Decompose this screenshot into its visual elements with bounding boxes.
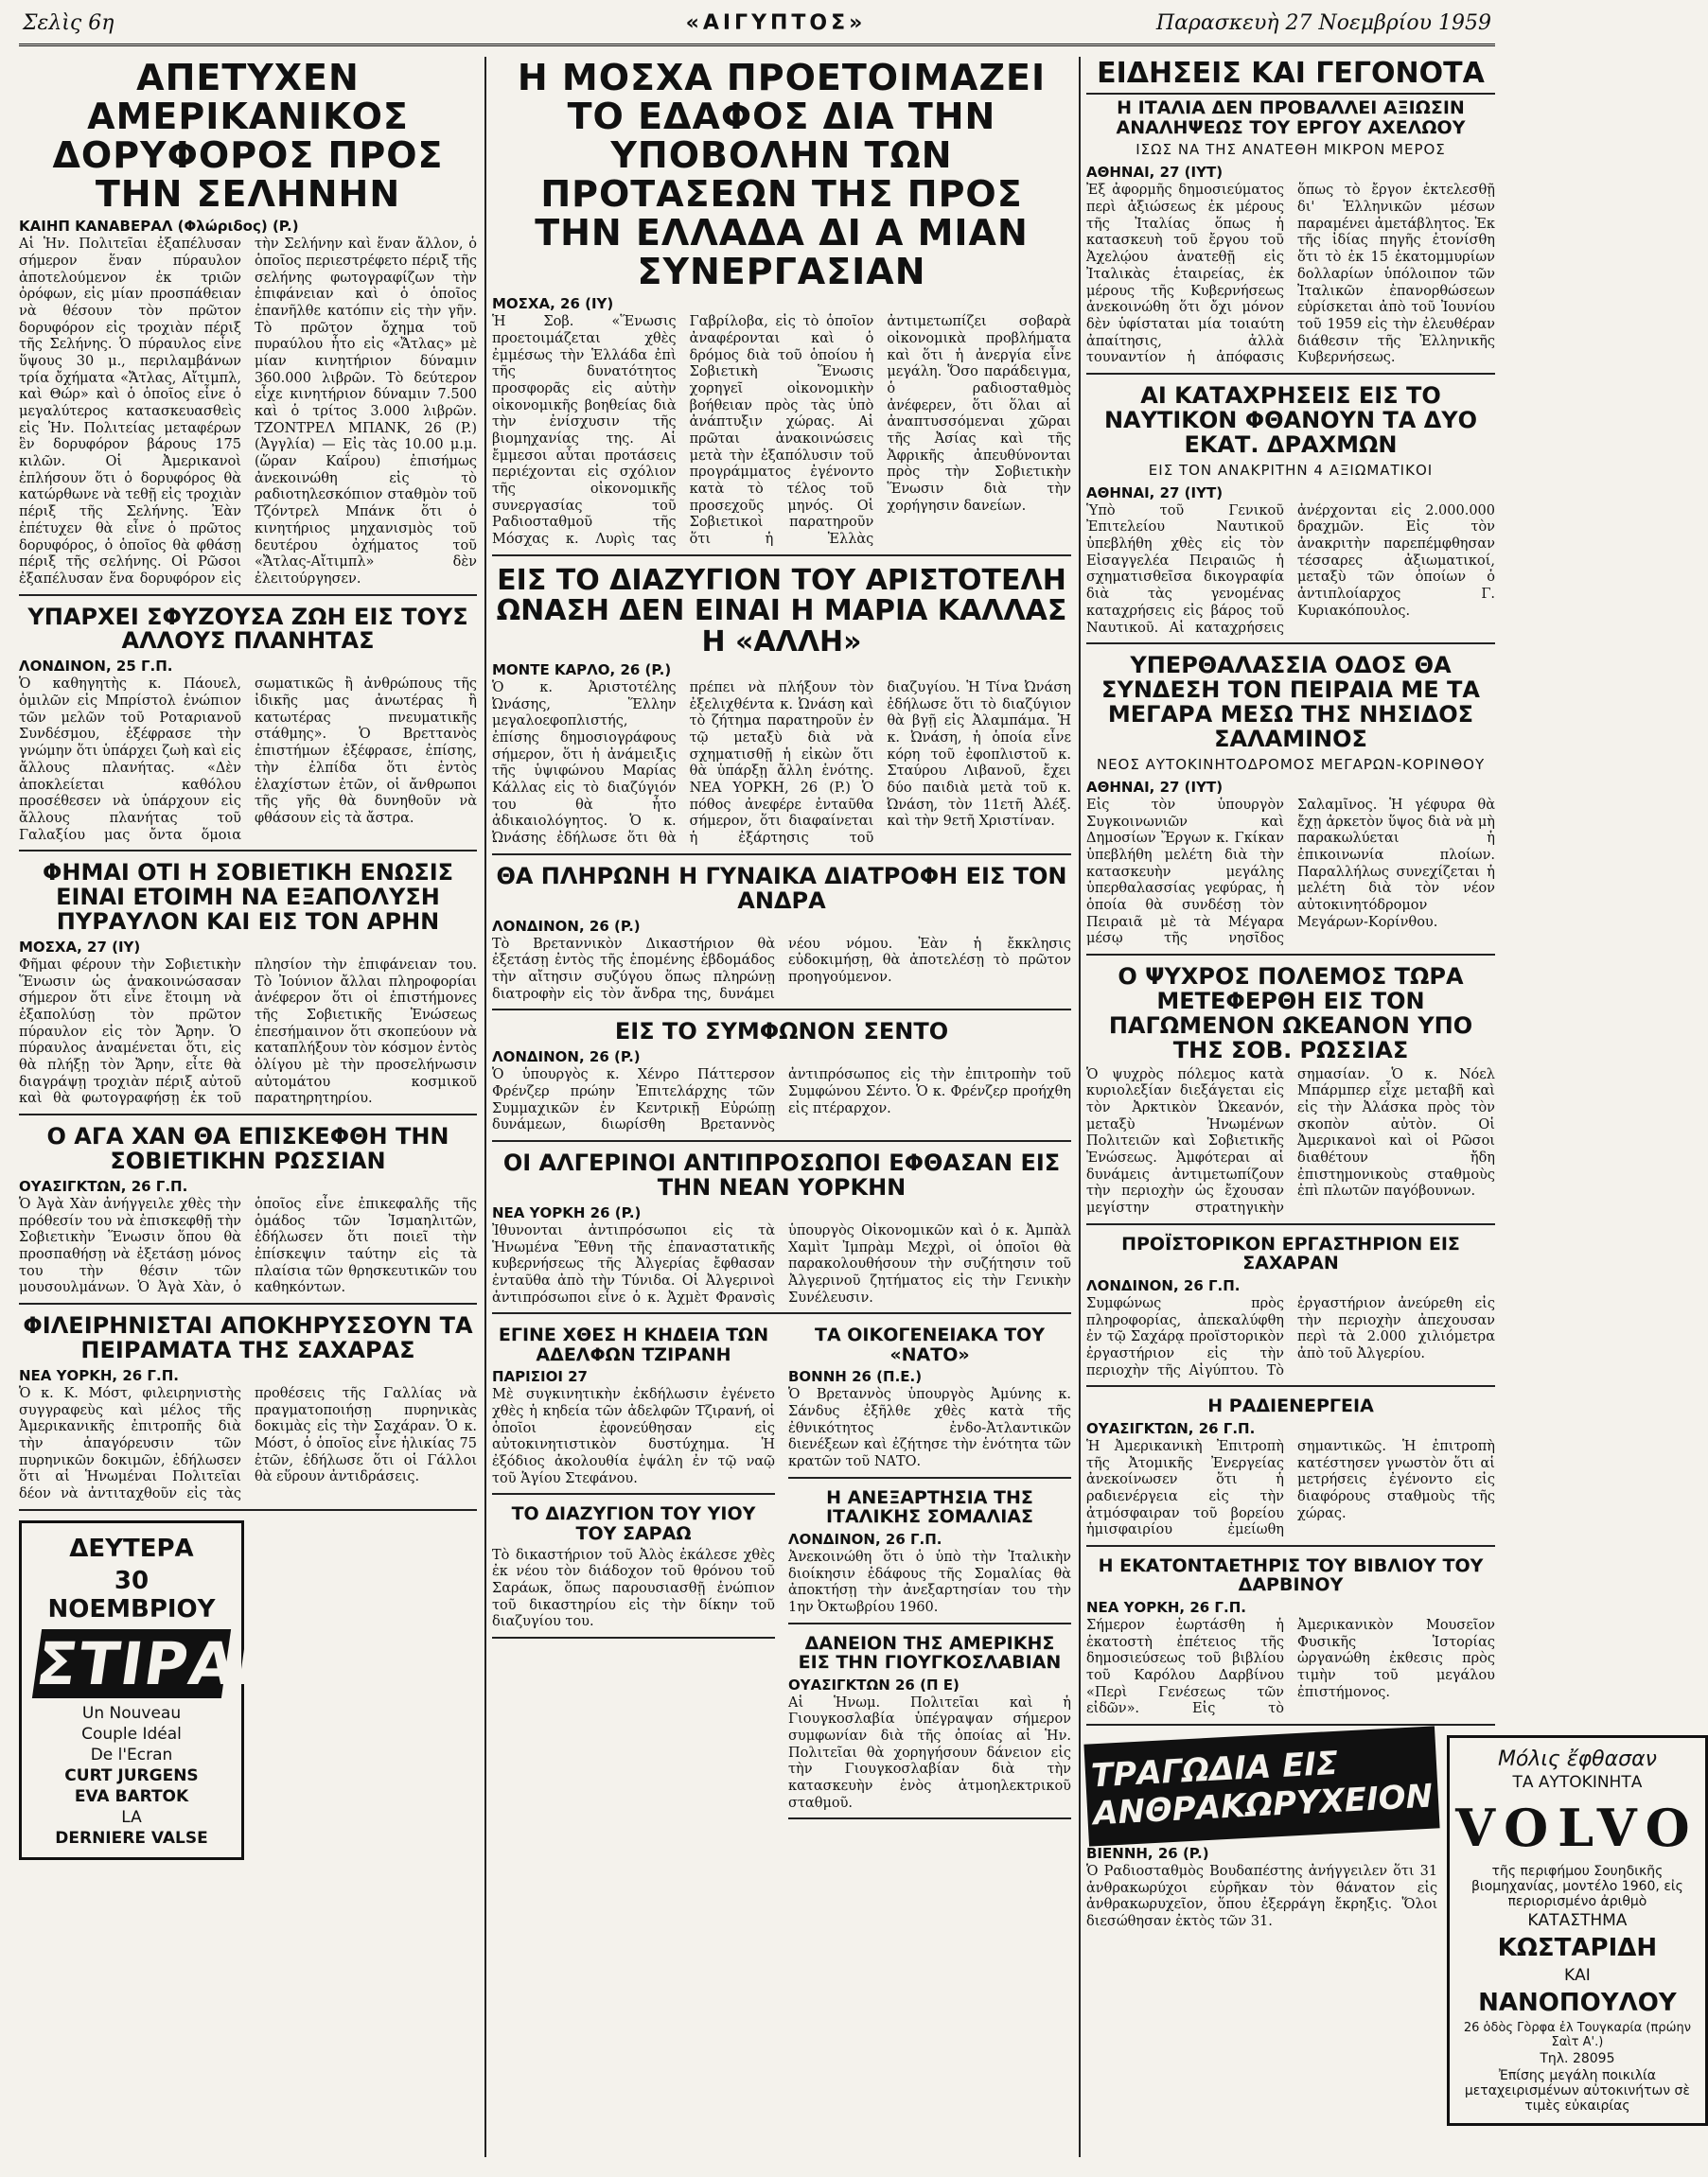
article-body: Ὁ κ. Κ. Μόστ, φιλειρηνιστὴς συγγραφεὺς καὶ μέλος τῆς Ἀμερικανικῆς ἐπιτροπῆς διὰ τὴν ἀπαγόρευσιν τῶν πυρηνικῶν δοκιμῶν, ἐδήλωσεν ὅτι αἱ Ἡνωμέναι Πολιτεῖαι δέον νὰ ἀντιταχθοῦν εἰς τὰς προθέσεις τῆς Γαλλίας νὰ πραγματοποιήσῃ πυρηνικὰς δοκιμὰς εἰς τὴν Σαχάραν. Ὁ κ. Μόστ, ὁ ὁποῖος εἶνε ἡλικίας 75 ἐτῶν, ἐδήλωσε ὅτι οἱ Γάλλοι θὰ εὕρουν ἀντιδράσεις. bbox=[19, 1385, 477, 1502]
article-body: Ὁ Ραδιοσταθμὸς Βουδαπέστης ἀνήγγειλεν ὅτι 31 ἀνθρακωρύχοι εὑρῆκαν τὸν θάνατον εἰς ἀνθρακωρυχεῖον, ὅπου ἐξερράγη ἔκρηξις. Ὅλοι διεσώθησαν ἐκτὸς τῶν 31. bbox=[1086, 1864, 1438, 1930]
ad-text: De l'Ecran bbox=[90, 1745, 173, 1764]
headline: ΠΡΟΪΣΤΟΡΙΚΟΝ ΕΡΓΑΣΤΗΡΙΟΝ ΕΙΣ ΣΑΧΑΡΑΝ bbox=[1121, 1233, 1460, 1274]
lower-right bbox=[788, 1324, 1071, 1829]
headline: ΑΠΕΤΥΧΕΝ ΑΜΕΡΙΚΑΝΙΚΟΣ ΔΟΡΥΦΟΡΟΣ ΠΡΟΣ ΤΗΝ ΣΕΛΗΝΗΝ bbox=[52, 57, 444, 216]
story-onassis bbox=[492, 563, 1071, 855]
story-darwin bbox=[1086, 1556, 1495, 1726]
ad-text: ΚΑΙ bbox=[1564, 1966, 1591, 1986]
dateline: ΟΥΑΣΙΓΚΤΩΝ, 26 Γ.Π. bbox=[19, 1177, 188, 1195]
dealer-address: 26 ὁδὸς Γὸρφα ἐλ Τουγκαρία (πρώην Σαὶτ Α'.) bbox=[1463, 2021, 1691, 2050]
story-radioactivity bbox=[1086, 1396, 1495, 1547]
story-cold-war-arctic bbox=[1086, 965, 1495, 1225]
article-body: Ὁ καθηγητὴς κ. Πάουελ, ὁμιλῶν εἰς Μπρίστολ ἐνώπιον τῶν μελῶν τοῦ Ροταριανοῦ Συνδέσμου, ἐξέφρασε τὴν γνώμην ὅτι ὑπάρχει ζωὴ καὶ εἰς ἄλλους πλανήτας. «Δὲν ἀποκλείεται καθόλου προσέθεσεν νὰ ὑπάρχουν εἰς ἄλλους πλανήτας τοῦ Γαλαξίου μας ὄντα ὅμοια σωματικῶς ἢ ἀνθρώπους τῆς ἰδικῆς μας ἀνωτέρας ἢ κατωτέρας πνευματικῆς στάθμης». Ὁ Βρεττανὸς ἐπιστήμων ἐξέφρασε, ἐπίσης, τὴν ἐλπίδα ὅτι ἐντὸς ἐλαχίστων ἐτῶν, οἱ ἄνθρωποι τῆς γῆς θὰ δυνηθοῦν νὰ φθάσουν εἰς τὰ ἄστρα. bbox=[19, 676, 477, 843]
story-alimony bbox=[492, 862, 1071, 1011]
ad-text: Μόλις ἔφθασαν bbox=[1497, 1747, 1657, 1772]
article-body: Τὸ Βρεταννικὸν Δικαστήριον θὰ ἐξετάσῃ ἐντὸς τῆς ἑπομένης ἑβδομάδος τὴν αἴτησιν συζύγου ὅπως πληρώνῃ διατροφὴν εἰς τὸν ἄνδρα της, δυνάμει νέου νόμου. Ἐὰν ἡ ἔκκλησις εὐδοκιμήσῃ, θὰ ἀποτελέσῃ τὸ πρῶτον προηγούμενον. bbox=[492, 936, 1071, 1002]
article-body: Ἀνεκοινώθη ὅτι ὁ ὑπὸ τὴν Ἰταλικὴν διοίκησιν ἐδάφους τῆς Σομαλίας θὰ ἀποκτήσῃ τὴν ἀνεξαρτησίαν του τὴν 1ην Ὀκτωβρίου 1960. bbox=[788, 1549, 1071, 1615]
article-body: Μὲ συγκινητικὴν ἐκδήλωσιν ἐγένετο χθὲς ἡ κηδεία τῶν ἀδελφῶν Τζιρανή, οἱ ὁποῖοι ἐφονεύθησαν εἰς αὐτοκινητιστικὸν δυστύχημα. Ἡ ἐξόδιος ἀκολουθία ἐψάλη ἐν τῷ ναῷ τοῦ Ἁγίου Στεφάνου. bbox=[492, 1387, 775, 1486]
ad-date: 30 ΝΟΕΜΒΡΙΟΥ bbox=[47, 1566, 216, 1624]
story-life-planets bbox=[19, 603, 477, 852]
story-moscow-greece bbox=[492, 59, 1071, 556]
dateline: ΛΟΝΔΙΝΟΝ, 26 (P.) bbox=[492, 1048, 641, 1066]
headline: ΑΙ ΚΑΤΑΧΡΗΣΕΙΣ ΕΙΣ ΤΟ ΝΑΥΤΙΚΟΝ ΦΘΑΝΟΥΝ ΤΑ ΔΥΟ ΕΚΑΤ. ΔΡΑΧΜΩΝ bbox=[1103, 381, 1478, 458]
story-mars-rocket bbox=[19, 861, 477, 1115]
headline: ΥΠΕΡΘΑΛΑΣΣΙΑ ΟΔΟΣ ΘΑ ΣΥΝΔΕΣΗ ΤΟΝ ΠΕΙΡΑΙΑ ΜΕ ΤΑ ΜΕΓΑΡΑ ΜΕΣΩ ΤΗΣ ΝΗΣΙΔΟΣ ΣΑΛΑΜΙΝΟΣ bbox=[1101, 652, 1480, 752]
headline: ΦΙΛΕΙΡΗΝΙΣΤΑΙ ΑΠΟΚΗΡΥΣΣΟΥΝ ΤΑ ΠΕΙΡΑΜΑΤΑ ΤΗΣ ΣΑΧΑΡΑΣ bbox=[23, 1312, 473, 1363]
newspaper-title: «ΑΙΓΥΠΤΟΣ» bbox=[685, 11, 867, 35]
lower-stories bbox=[492, 1324, 1071, 1829]
headline: Η ΙΤΑΛΙΑ ΔΕΝ ΠΡΟΒΑΛΛΕΙ ΑΞΙΩΣΙΝ ΑΝΑΛΗΨΕΩΣ ΤΟΥ ΕΡΓΟΥ ΑΧΕΛΩΟΥ bbox=[1116, 97, 1466, 138]
story-navy-embezzlement bbox=[1086, 381, 1495, 644]
article-body: Ὁ Βρεταννὸς ὑπουργὸς Ἀμύνης κ. Σάνδυς ἐξῆλθε χθὲς κατὰ τῆς ἐθνικότητος ἐνδο-Ἀτλαντικῶν διενέξεων καὶ ἐζήτησε τὴν ἑνότητα τῶν κρατῶν τοῦ ΝΑΤΟ. bbox=[788, 1387, 1071, 1470]
article-body: Ἡ Ἀμερικανικὴ Ἐπιτροπὴ τῆς Ἀτομικῆς Ἐνεργείας ἀνεκοίνωσεν ὅτι ἡ ραδιενέργεια εἰς τὴν ἀτμόσφαιραν τοῦ βορείου ἡμισφαιρίου ἐμείωθη σημαντικῶς. Ἡ ἐπιτροπὴ κατέστησεν γνωστὸν ὅτι αἱ μετρήσεις ἐγένοντο εἰς διαφόρους σταθμοὺς τῆς χώρας. bbox=[1086, 1438, 1495, 1538]
dateline: ΠΑΡΙΣΙΟΙ 27 bbox=[492, 1368, 588, 1386]
headline: ΤΟ ΔΙΑΖΥΓΙΟΝ ΤΟΥ ΥΙΟΥ ΤΟΥ ΣΑΡΑΩ bbox=[511, 1503, 756, 1544]
article-body: Συμφώνως πρὸς πληροφορίας, ἀπεκαλύφθη ἐν τῷ Σαχάρᾳ προϊστορικὸν ἐργαστήριον εἰς τὴν περιοχὴν τῆς Αἰγύπτου. Τὸ ἐργαστήριον ἀνεύρεθη εἰς τὴν περιοχὴν ἀπεχουσαν περὶ τὰ 2.000 χιλιόμετρα ἀπὸ τοῦ Ἀλγερίου. bbox=[1086, 1295, 1495, 1378]
headline: ΦΗΜΑΙ ΟΤΙ Η ΣΟΒΙΕΤΙΚΗ ΕΝΩΣΙΣ ΕΙΝΑΙ ΕΤΟΙΜΗ ΝΑ ΕΞΑΠΟΛΥΣΗ ΠΥΡΑΥΛΟΝ ΚΑΙ ΕΙΣ ΤΟΝ ΑΡΗΝ bbox=[42, 859, 454, 936]
column-left bbox=[19, 57, 477, 2157]
dateline: ΝΕΑ ΥΟΡΚΗ, 26 Γ.Π. bbox=[1086, 1598, 1246, 1616]
dealer-name: ΝΑΝΟΠΟΥΛΟΥ bbox=[1478, 1989, 1677, 2018]
mine-tragedy bbox=[1086, 1735, 1437, 2126]
story-salamis-bridge bbox=[1086, 654, 1495, 956]
page-number: Σελὶς 6η bbox=[23, 11, 114, 35]
article-body: Ὁ ψυχρὸς πόλεμος κατὰ κυριολεξίαν διεξάγεται εἰς τὸν Ἀρκτικὸν Ὠκεανόν, μεταξὺ Ἡνωμένων Πολιτειῶν καὶ Σοβιετικῆς Ἑνώσεως. Ἀμφότεραι αἱ δυνάμεις ἀντιμετωπίζουν τὴν περιοχὴν ὡς ἔχουσαν μεγίστην στρατηγικὴν σημασίαν. Ὁ κ. Νόελ Μπάρμπερ εἶχε μεταβῆ καὶ εἰς τὴν Ἀλάσκα πρὸς τὸν σκοπὸν αὐτὸν. Οἱ Ἀμερικανοὶ καὶ οἱ Ρῶσοι διαθέτουν ἤδη ἐπιστημονικοὺς σταθμοὺς ἐπὶ πλωτῶν παγόβουνων. bbox=[1086, 1066, 1495, 1217]
ad-film-title: DERNIERE VALSE bbox=[55, 1828, 208, 1848]
article-body: Αἱ Ἡν. Πολιτεῖαι ἐξαπέλυσαν σήμερον ἕναν πύραυλον ἀποτελούμενον ἐκ τριῶν ὀρόφων, εἰς μίαν προσπάθειαν νὰ θέσουν τὸν πρῶτον δορυφόρον εἰς τροχιὰν πέριξ τῆς Σελήνης. Ὁ πύραυλος εἶνε ὕψους 30 μ., περιλαμβάνων τρία ὄχήματα «Ἄτλας, Αἴτιμπλ, καὶ Θώρ» καὶ ὁ ὁποῖος εἶνε ὁ μεγαλύτερος κατασκευασθεὶς εἰς Ἡν. Πολιτείας μεταφέρων ἓν δορυφόρον βάρους 175 κιλῶν. Οἱ Ἀμερικανοὶ ἐπλήσουν ὅτι ὁ δορυφόρος θὰ κατώρθωνε νὰ τεθῇ εἰς τροχιὰν πέριξ τῆς Σελήνης. Ἐὰν ἐπέτυχεν θὰ εἶνε ὁ πρῶτος δορυφόρος, ὁ ὁποῖος θὰ φθάσῃ πέριξ τῆς σελήνης. Οἱ Ρῶσοι ἐξαπέλυσαν ἕνα δορυφόρον εἰς τὴν Σελήνην καὶ ἕναν ἄλλον, ὁ ὁποῖος περιεστρέφετο πέριξ τῆς σελήνης φωτογραφίζων τὴν ἐπιφάνειαν καὶ ὁ ὁποῖος ἐπανῆλθε κατόπιν εἰς τὴν γῆν. Τὸ πρῶτον ὄχημα τοῦ πυραύλου ἦτο εἰς «Ἄτλας» μὲ μίαν κινητήριον δύναμιν 360.000 λιβρῶν. Τὸ δεύτερον εἶχε κινητήριον δύναμιν 7.500 καὶ ὁ τρίτος 3.000 λιβρῶν. ΤΖΟΝΤΡΕΛ ΜΠΑΝΚ, 26 (P.) (Ἀγγλία) — Εἰς τὰς 10.00 μ.μ. (ὥραν Καΐρου) ἐπισήμως ἀνεκοινώθη εἰς τὸ ραδιοτηλεσκόπιον σταθμὸν τοῦ Τζόντρελ Μπάνκ ὅτι ὁ κινητήριος μηχανισμὸς τοῦ δευτέρου ὀχήματος τοῦ «Ἄτλας-Αἴτιμπλ» δὲν ἐλειτούργησεν. bbox=[19, 237, 477, 587]
headline: ΤΑ ΟΙΚΟΓΕΝΕΙΑΚΑ ΤΟΥ «ΝΑΤΟ» bbox=[814, 1325, 1046, 1365]
story-algerians bbox=[492, 1151, 1071, 1314]
story-nato bbox=[788, 1326, 1071, 1478]
article-body: Φῆμαι φέρουν τὴν Σοβιετικὴν Ἕνωσιν ὡς ἀνακοινώσασαν σήμερον ὅτι εἶνε ἕτοιμη νὰ ἐξαπολύσῃ τὸν πρῶτον πύραυλον εἰς τὸν Ἄρην. Ὁ πύραυλος ἀναμένεται ὅτι, εἰς θὰ πλήξῃ τὸν Ἄρην, εἶτε θὰ διαγράψῃ τροχιὰν πέριξ αὐτοῦ καὶ θὰ φωτογραφήσῃ ἐκ τοῦ πλησίον τὴν ἐπιφάνειαν του. Τὸ Ἰούνιον ἄλλαι πληροφορίαι ἀνέφερον ὅτι οἱ ἐπιστήμονες τῆς Σοβιετικῆς Ἑνώσεως ἐπεσήμαινον ὅτι σκοπεύουν νὰ καταπλήξουν τὸν κόσμον ἐντὸς ὀλίγου μὲ τὴν προσελήνωσιν αὐτομάτου κοσμικοῦ παρατηρητηρίου. bbox=[19, 957, 477, 1107]
dateline: ΛΟΝΔΙΝΟΝ, 26 Γ.Π. bbox=[1086, 1276, 1241, 1294]
ad-text: Un Nouveau bbox=[81, 1703, 182, 1723]
headline: Η ΜΟΣΧΑ ΠΡΟΕΤΟΙΜΑΖΕΙ ΤΟ ΕΔΑΦΟΣ ΔΙΑ ΤΗΝ ΥΠΟΒΟΛΗΝ ΤΩΝ ΠΡΟΤΑΣΕΩΝ ΤΗΣ ΠΡΟΣ ΤΗΝ ΕΛΛΑΔΑ ΔΙ Α ΜΙΑΝ ΣΥΝΕΡΓΑΣΙΑΝ bbox=[517, 57, 1047, 293]
subheadline: ΝΕΟΣ ΑΥΤΟΚΙΝΗΤΟΔΡΟΜΟΣ ΜΕΓΑΡΩΝ-ΚΟΡΙΝΘΟΥ bbox=[1096, 755, 1486, 773]
volvo-ad bbox=[1447, 1735, 1708, 2126]
story-yugoslavia-loan bbox=[788, 1634, 1071, 1820]
headline: ΤΡΑΓΩΔΙΑ ΕΙΣ ΑΝΘΡΑΚΩΡΥΧΕΙΟΝ bbox=[1083, 1726, 1439, 1846]
article-body: Ἐξ ἀφορμῆς δημοσιεύματος περὶ ἀξιώσεως ἐκ μέρους τῆς Ἰταλίας ὅπως ἡ κατασκευὴ τοῦ ἔργου τοῦ Ἀχελῴου ἀνατεθῇ εἰς Ἰταλικὰς ἑταιρείας, ἐκ μέρους τῆς Κυβερνήσεως ἀνεκοινώθη ὅτι ὄχι μόνον δὲν ὑφίσταται μία τοιαύτη ἀπαίτησις, ἀλλὰ τουναντίον ἡ ἀπόφασις ὅπως τὸ ἔργον ἐκτελεσθῇ δι' Ἑλληνικῶν μέσων παραμένει ἀμετάβλητος. Ἐκ τῆς ἰδίας πηγῆς ἐτονίσθη ὅτι τὸ ἐκ 15 ἑκατομμυρίων δολλαρίων ὑπόλοιπον τῶν Ἰταλικῶν ἐπανορθώσεων εὑρίσκεται ἀπὸ τοῦ Ἰουνίου τοῦ 1959 εἰς τὴν ἐλευθέραν διάθεσιν τῆς Ἑλληνικῆς Κυβερνήσεως. bbox=[1086, 183, 1495, 366]
dealer-phone: Τηλ. 28095 bbox=[1540, 2051, 1615, 2067]
story-aga-khan bbox=[19, 1125, 477, 1305]
dateline: ΜΟΣΧΑ, 27 (ΙΥ) bbox=[19, 938, 141, 956]
article-body: Ὁ ὑπουργὸς κ. Χένρο Πάττερσον Φρένζερ πρώην Ἐπιτελάρχης τῶν Συμμαχικῶν ἐν Κεντρικῇ Εὐρώπῃ δυνάμεων, διωρίσθη Βρεταννὸς ἀντιπρόσωπος εἰς τὴν ἐπιτροπὴν τοῦ Συμφώνου Σέντο. Ὁ κ. Φρένζερ προήχθη εἰς πτέραρχον. bbox=[492, 1067, 1071, 1133]
story-italy-acheloos bbox=[1086, 98, 1495, 375]
article-body: Τὸ δικαστήριον τοῦ Ἀλὸς ἐκάλεσε χθὲς ἐκ νέου τὸν διάδοχον τοῦ θρόνου τοῦ Σαράωκ, ὅπως παρουσιασθῇ ἐνώπιον τοῦ δικαστηρίου εἰς τὴν δίκην τοῦ διαζυγίου του. bbox=[492, 1547, 775, 1630]
ad-actor: CURT JURGENS bbox=[64, 1765, 199, 1785]
column-rule bbox=[1079, 57, 1081, 2157]
ad-text: ΤΑ ΑΥΤΟΚΙΝΗΤΑ bbox=[1512, 1773, 1643, 1793]
cinema-ad bbox=[19, 1520, 335, 1860]
ad-text: Ἐπίσης μεγάλη ποικιλία μεταχειρισμένων αὐτοκινήτων σὲ τιμὲς εὐκαιρίας bbox=[1464, 2068, 1690, 2115]
headline: Η ΡΑΔΙΕΝΕΡΓΕΙΑ bbox=[1207, 1396, 1374, 1417]
headline: ΕΓΙΝΕ ΧΘΕΣ Η ΚΗΔΕΙΑ ΤΩΝ ΑΔΕΛΦΩΝ ΤΖΙΡΑΝΗ bbox=[498, 1325, 769, 1365]
dateline: ΟΥΑΣΙΓΚΤΩΝ, 26 Γ.Π. bbox=[1086, 1419, 1256, 1437]
dateline: ΑΘΗΝΑΙ, 27 (ΙΥΤ) bbox=[1086, 483, 1224, 501]
dateline: ΚΑΙΗΠ ΚΑΝΑΒΕΡΑΛ (Φλώριδος) (P.) bbox=[19, 218, 299, 236]
subheadline: ΙΣΩΣ ΝΑ ΤΗΣ ΑΝΑΤΕΘΗ ΜΙΚΡΟΝ ΜΕΡΟΣ bbox=[1136, 141, 1446, 159]
column-middle bbox=[492, 57, 1071, 2157]
dealer-name: ΚΩΣΤΑΡΙΔΗ bbox=[1497, 1934, 1658, 1963]
ad-text: Couple Idéal bbox=[81, 1724, 182, 1744]
headline: ΕΙΣ ΤΟ ΔΙΑΖΥΓΙΟΝ ΤΟΥ ΑΡΙΣΤΟΤΕΛΗ ΩΝΑΣΗ ΔΕΝ ΕΙΝΑΙ Η ΜΑΡΙΑ ΚΑΛΛΑΣ Η «ΑΛΛΗ» bbox=[496, 563, 1067, 658]
dateline: ΝΕΑ ΥΟΡΚΗ 26 (P.) bbox=[492, 1203, 642, 1221]
story-funeral bbox=[492, 1326, 775, 1495]
article-body: Αἱ Ἡνωμ. Πολιτεῖαι καὶ ἡ Γιουγκοσλαβία ὑπέγραψαν σήμερον συμφωνίαν διὰ τῆς ὁποίας αἱ Ἡν. Πολιτεῖαι θὰ χορηγήσουν δάνειον εἰς τὴν Γιουγκοσλαβίαν διὰ τὴν κατασκευὴν ἑνὸς ἀτμοηλεκτρικοῦ σταθμοῦ. bbox=[788, 1694, 1071, 1811]
article-body: Ὁ Ἀγὰ Χὰν ἀνήγγειλε χθὲς τὴν πρόθεσίν του νὰ ἐπισκεφθῇ τὴν Σοβιετικὴν Ἕνωσιν ὅπου θὰ προσπαθήσῃ νὰ ἐξετάσῃ μόνος του τὴν θέσιν τῶν μουσουλμάνων. Ὁ Ἀγὰ Χὰν, ὁ ὁποῖος εἶνε ἐπικεφαλῆς τῆς ὁμάδος τῶν Ἰσμαηλιτῶν, ἐδήλωσεν ὅτι ποιεῖ τὴν ἐπίσκεψιν ταύτην εἰς τὰ πλαίσια τῶν θρησκευτικῶν του καθηκόντων. bbox=[19, 1196, 477, 1296]
ad-text: τῆς περιφήμου Σουηδικῆς βιομηχανίας, μοντέλο 1960, εἰς περιορισμένο ἀριθμὸ bbox=[1470, 1864, 1683, 1910]
column-rule bbox=[484, 57, 486, 2157]
article-body: Σήμερον ἐωρτάσθη ἡ ἑκατοστὴ ἐπέτειος τῆς δημοσιεύσεως τοῦ βιβλίου τοῦ Καρόλου Δαρβίνου «Περὶ Γενέσεως τῶν εἰδῶν». Εἰς τὸ Ἀμερικανικὸν Μουσεῖον Φυσικῆς Ἱστορίας ὠργανώθη ἐκθεσις πρὸς τιμὴν τοῦ μεγάλου ἐπιστήμονος. bbox=[1086, 1617, 1495, 1717]
dateline: ΒΙΕΝΝΗ, 26 (P.) bbox=[1086, 1845, 1209, 1863]
issue-date: Παρασκευὴ 27 Νοεμβρίου 1959 bbox=[1155, 11, 1491, 35]
headline: ΘΑ ΠΛΗΡΩΝΗ Η ΓΥΝΑΙΚΑ ΔΙΑΤΡΟΦΗ ΕΙΣ ΤΟΝ ΑΝΔΡΑ bbox=[496, 862, 1067, 914]
dateline: ΑΘΗΝΑΙ, 27 (ΙΥΤ) bbox=[1086, 778, 1224, 796]
article-body: Ὑπὸ τοῦ Γενικοῦ Ἐπιτελείου Ναυτικοῦ ὑπεβλήθη χθὲς εἰς τὸν Εἰσαγγελέα Πειραιῶς ἡ σχηματισθεῖσα δικογραφία διὰ τὰς γενομένας καταχρήσεις εἰς βάρος τοῦ Ναυτικοῦ. Αἱ καταχρήσεις ἀνέρχονται εἰς 2.000.000 δραχμῶν. Εἰς τὸν ἀνακριτὴν παρεπέμφθησαν τέσσαρες ἀξιωματικοί, μεταξὺ τῶν ὁποίων ὁ ἀντιπλοίαρχος Γ. Κυριακόπουλος. bbox=[1086, 502, 1495, 636]
ad-day: ΔΕΥΤΕΡΑ bbox=[69, 1534, 194, 1563]
article-body: Εἰς τὸν ὑπουργὸν Συγκοινωνιῶν καὶ Δημοσίων Ἔργων κ. Γκίκαν ὑπεβλήθη μελέτη διὰ τὴν κατασκευὴν μεγάλης ὑπερθαλασσίας γεφύρας, ἡ ὁποία θὰ συνδέσῃ τὸν Πειραιᾶ μὲ τὰ Μέγαρα μέσῳ τῆς νησῖδος Σαλαμῖνος. Ἡ γέφυρα θὰ ἔχῃ ἀρκετὸν ὕψος διὰ νὰ μὴ παρακωλύεται ἡ ἐπικοινωνία πλοίων. Παραλλήλως συνεχίζεται ἡ μελέτη διὰ τὸν νέον αὐτοκινητόδρομον Μεγάρων-Κορίνθου. bbox=[1086, 797, 1495, 947]
column-right bbox=[1086, 57, 1699, 2157]
subheadline: ΕΙΣ ΤΟΝ ΑΝΑΚΡΙΤΗΝ 4 ΑΞΙΩΜΑΤΙΚΟΙ bbox=[1148, 461, 1434, 479]
dateline: ΒΟΝΝΗ 26 (Π.Ε.) bbox=[788, 1368, 923, 1386]
headline: Η ΕΚΑΤΟΝΤΑΕΤΗΡΙΣ ΤΟΥ ΒΙΒΛΙΟΥ ΤΟΥ ΔΑΡΒΙΝΟΥ bbox=[1098, 1554, 1484, 1596]
article-body: Ἰθυνονται ἀντιπρόσωποι εἰς τὰ Ἡνωμένα Ἔθνη τῆς ἐπαναστατικῆς κυβερνήσεως τῆς Ἀλγερίας ἔφθασαν ἐνταῦθα ἀπὸ τὴν Τύνιδα. Οἱ Ἀλγερινοὶ ἀντιπρόσωποι εἶνε ὁ κ. Ἀχμὲτ Φρανσὶς ὑπουργὸς Οἰκονομικῶν καὶ ὁ κ. Ἀμπὰλ Χαμὶτ Ἰμπρὰμ Μεχρὶ, οἱ ὁποῖοι θὰ παρακολουθήσουν τὴν συζήτησιν τοῦ Ἀλγερινοῦ ζητήματος εἰς τὴν Γενικὴν Συνέλευσιν. bbox=[492, 1222, 1071, 1306]
dateline: ΜΟΣΧΑ, 26 (ΙΥ) bbox=[492, 295, 614, 313]
dateline: ΛΟΝΔΙΝΟΝ, 26 (P.) bbox=[492, 917, 641, 935]
headline: ΕΙΣ ΤΟ ΣΥΜΦΩΝΟΝ ΣΕΝΤΟ bbox=[614, 1018, 949, 1045]
story-sarawak bbox=[492, 1504, 775, 1638]
volvo-logo: VOLVO bbox=[1455, 1798, 1699, 1859]
dateline: ΜΟΝΤΕ ΚΑΡΛΟ, 26 (P.) bbox=[492, 660, 672, 678]
section-title: ΕΙΔΗΣΕΙΣ ΚΑΙ ΓΕΓΟΝΟΤΑ bbox=[1086, 59, 1495, 95]
story-prehistoric-lab bbox=[1086, 1235, 1495, 1387]
dateline: ΛΟΝΔΙΝΟΝ, 26 Γ.Π. bbox=[788, 1530, 942, 1548]
story-moon-satellite bbox=[19, 59, 477, 596]
story-cento bbox=[492, 1020, 1071, 1142]
story-sahara-tests bbox=[19, 1314, 477, 1511]
dateline: ΝΕΑ ΥΟΡΚΗ, 26 Γ.Π. bbox=[19, 1366, 179, 1384]
article-body: Ὁ κ. Ἀριστοτέλης Ὠνάσης, Ἕλλην μεγαλοεφοπλιστής, ἐπίσης δημοσιογράφους σήμερον, ὅτι ἡ ἀνάμειξις τῆς ὑψιφώνου Μαρίας Κάλλας εἰς τὸ διαζύγιόν του θὰ ἦτο ἀδικαιολόγητος. Ὁ κ. Ὠνάσης ἐδήλωσε ὅτι θὰ πρέπει νὰ πλήξουν τὸν ἐξελιχθέντα κ. Ὠνάση καὶ τὸ ζήτημα παρατηροῦν ἐν τῷ μεταξὺ διὰ νὰ σχηματισθῇ ἡ εἰκὼν ὅτι θὰ ὑπάρξῃ ἄλλη ἑνότης. ΝΕΑ ΥΟΡΚΗ, 26 (P.) Ὁ πόθος ἀνεφέρε ἐνταῦθα σήμερον, ὅτι διαφαίνεται ἡ ἐξάρτησις τοῦ διαζυγίου. Ἡ Τίνα Ὠνάση ἐδήλωσε ὅτι τὸ διαζύγιον θὰ βγῇ εἰς Ἀλαμπάμα. Ἡ κ. Ὠνάση, ἡ ὁποία εἶνε κόρη τοῦ ἐφοπλιστοῦ κ. Σταύρου Λιβανοῦ, ἔχει δύο παιδιὰ μετὰ τοῦ κ. Ὠνάση, τὸν 11ετῆ Ἀλέξ. καὶ τὴν 9ετῆ Χριστίναν. bbox=[492, 679, 1071, 847]
headline: ΔΑΝΕΙΟΝ ΤΗΣ ΑΜΕΡΙΚΗΣ ΕΙΣ ΤΗΝ ΓΙΟΥΓΚΟΣΛΑΒΙΑΝ bbox=[798, 1632, 1062, 1674]
headline: Η ΑΝΕΞΑΡΤΗΣΙΑ ΤΗΣ ΙΤΑΛΙΚΗΣ ΣΟΜΑΛΙΑΣ bbox=[826, 1486, 1033, 1528]
dateline: ΛΟΝΔΙΝΟΝ, 25 Γ.Π. bbox=[19, 658, 173, 676]
headline: ΥΠΑΡΧΕΙ ΣΦΥΖΟΥΣΑ ΖΩΗ ΕΙΣ ΤΟΥΣ ΑΛΛΟΥΣ ΠΛΑΝΗΤΑΣ bbox=[27, 603, 468, 655]
ad-actor: EVA BARTOK bbox=[74, 1786, 189, 1806]
ad-text: ΚΑΤΑΣΤΗΜΑ bbox=[1527, 1911, 1628, 1931]
story-somalia bbox=[788, 1488, 1071, 1624]
headline: Ο ΑΓΑ ΧΑΝ ΘΑ ΕΠΙΣΚΕΦΘΗ ΤΗΝ ΣΟΒΙΕΤΙΚΗΝ ΡΩΣΣΙΑΝ bbox=[46, 1123, 449, 1175]
lower-left bbox=[492, 1324, 775, 1829]
ad-text: LA bbox=[121, 1807, 142, 1827]
bottom-row bbox=[1086, 1735, 1699, 2126]
cinema-logo: ΣΤΙΡΑΝΤ bbox=[31, 1628, 335, 1698]
headline: ΟΙ ΑΛΓΕΡΙΝΟΙ ΑΝΤΙΠΡΟΣΩΠΟΙ ΕΦΘΑΣΑΝ ΕΙΣ ΤΗΝ ΝΕΑΝ ΥΟΡΚΗΝ bbox=[502, 1150, 1061, 1201]
masthead bbox=[19, 6, 1495, 46]
article-body: Ἡ Σοβ. «Ἕνωσις προετοιμάζεται χθὲς ἐμμέσως τὴν Ἑλλάδα ἐπὶ τῆς δυνατότητος προσφορᾶς εἰς αὐτὴν οἰκονομικῆς βοηθείας διὰ τὴν ἐνίσχυσιν τῆς βιομηχανίας της. Αἱ ἔμμεσοι αὗται προτάσεις περιέχονται εἰς σχόλιον τῆς οἰκονομικῆς συνεργασίας τοῦ Ραδιοσταθμοῦ τῆς Μόσχας κ. Λυρὶς τας Γαβρίλοβα, εἰς τὸ ὁποῖον ἀναφέρονται καὶ ὁ δρόμος διὰ τοῦ ὁποίου ἡ Σοβιετικὴ Ἕνωσις χορηγεῖ οἰκονομικὴν βοήθειαν πρὸς τὰς ὑπὸ ἀνάπτυξιν χώρας. Αἱ πρῶται ἀνακοινώσεις μετὰ τὴν ἐξαπόλυσιν τοῦ προγράμματος ἐγένοντο κατὰ τὸ τέλος τοῦ προσεχοῦς μηνός. Οἱ Σοβιετικοὶ παρατηροῦν ὅτι ἡ Ἑλλὰς ἀντιμετωπίζει σοβαρὰ οἰκονομικὰ προβλήματα καὶ ὅτι ἡ ἀνεργία εἶνε μεγάλη. Ὅσο παράδειγμα, ὁ ραδιοσταθμὸς ἀνέφερεν, ὅτι ὅλαι αἱ ἀναπτυσσόμεναι χῶραι τῆς Ἀσίας καὶ τῆς Ἀφρικῆς ἀπευθύνονται πρὸς τὴν Σοβιετικὴν Ἕνωσιν διὰ τὴν χορήγησιν δανείων. bbox=[492, 314, 1071, 548]
dateline: ΑΘΗΝΑΙ, 27 (ΙΥΤ) bbox=[1086, 164, 1224, 182]
headline: Ο ΨΥΧΡΟΣ ΠΟΛΕΜΟΣ ΤΩΡΑ ΜΕΤΕΦΕΡΘΗ ΕΙΣ ΤΟΝ ΠΑΓΩΜΕΝΟΝ ΩΚΕΑΝΟΝ ΥΠΟ ΤΗΣ ΣΟΒ. ΡΩΣΣΙΑΣ bbox=[1108, 963, 1473, 1063]
dateline: ΟΥΑΣΙΓΚΤΩΝ 26 (Π Ε) bbox=[788, 1676, 960, 1694]
